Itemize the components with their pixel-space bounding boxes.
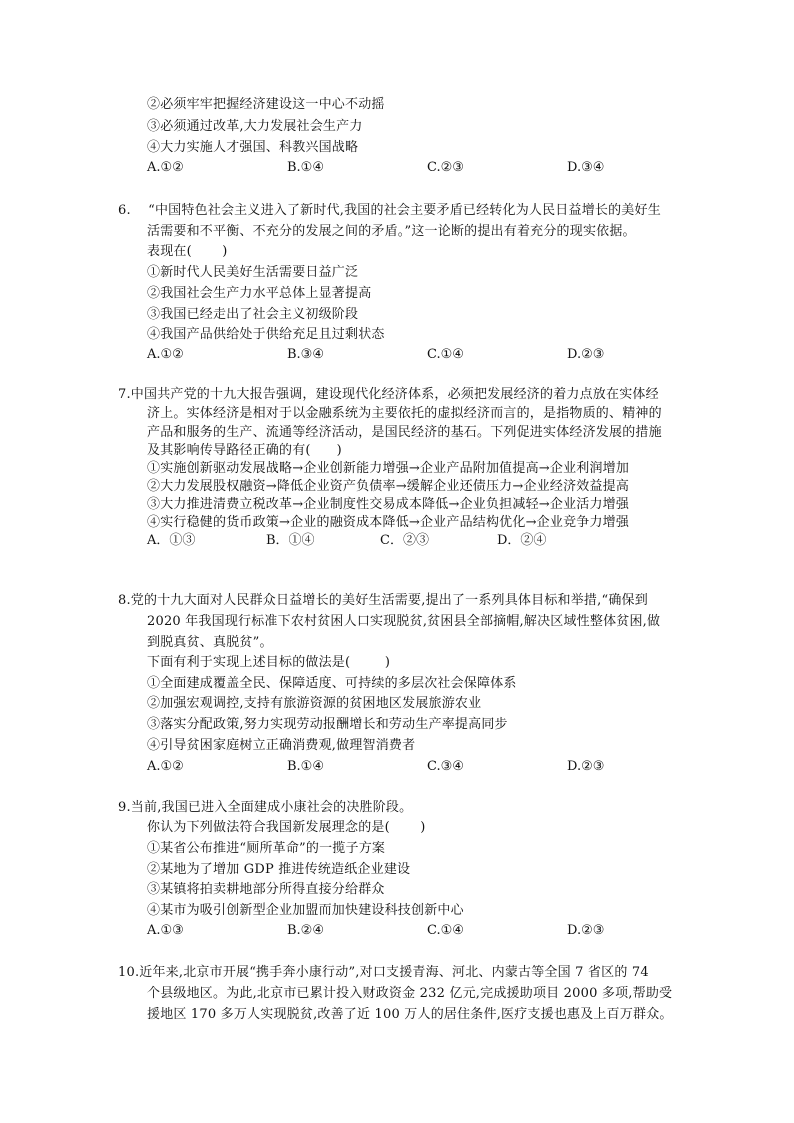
q8-statement-4: ④引导贫困家庭树立正确消费观,做理智消费者	[147, 738, 416, 753]
q6-statement-1: ①新时代人民美好生活需要日益广泛	[147, 265, 359, 280]
q10-stem-line-3: 援地区 170 多万人实现脱贫,改善了近 100 万人的居住条件,医疗支援也惠及上百万群众。	[147, 1007, 673, 1022]
q8-statement-3: ③落实分配政策,努力实现劳动报酬增长和劳动生产率提高同步	[147, 717, 508, 732]
q6-option-a: A.①②	[147, 347, 184, 362]
q8-option-d: D.②③	[567, 759, 605, 774]
q8-stem-line-1: 8.党的十九大面对人民群众日益增长的美好生活需要,提出了一系列具体目标和举措,“确保到	[118, 593, 648, 608]
q9-option-d: D.②③	[567, 923, 605, 938]
q7-stem-line-4: 及其影响传导路径正确的有( )	[147, 443, 342, 458]
q8-statement-1: ①全面建成覆盖全民、保障适度、可持续的多层次社会保障体系	[147, 676, 517, 691]
q7-statement-1: ①实施创新驱动发展战略→企业创新能力增强→企业产品附加值提高→企业利润增加	[147, 461, 630, 476]
q9-statement-2: ②某地为了增加 GDP 推进传统造纸企业建设	[147, 862, 411, 877]
q6-statement-3: ③我国已经走出了社会主义初级阶段	[147, 307, 359, 322]
q6-statement-4: ④我国产品供给处于供给充足且过剩状态	[147, 327, 385, 342]
q6-option-b: B.③④	[287, 347, 324, 362]
q9-stem-line-1: 9.当前,我国已进入全面建成小康社会的决胜阶段。	[118, 800, 413, 815]
q8-stem-line-2: 2020 年我国现行标准下农村贫困人口实现脱贫,贫困县全部摘帽,解决区域性整体贫困,做	[147, 614, 661, 629]
q5-statement-2: ②必须牢牢把握经济建设这一中心不动摇	[147, 97, 385, 112]
q7-stem-line-2: 济上。实体经济是相对于以金融系统为主要依托的虚拟经济而言的，是指物质的、精神的	[147, 406, 662, 421]
q7-statement-3: ③大力推进清费立税改革→企业制度性交易成本降低→企业负担减轻→企业活力增强	[147, 497, 630, 512]
q6-statement-2: ②我国社会生产力水平总体上显著提高	[147, 286, 372, 301]
q5-option-b: B.①④	[287, 160, 324, 175]
q7-stem-line-1: 7.中国共产党的十九大报告强调，建设现代化经济体系，必须把发展经济的着力点放在实体经	[118, 387, 659, 402]
q7-option-a: A．①③	[147, 533, 196, 548]
q5-statement-4: ④大力实施人才强国、科教兴国战略	[147, 140, 359, 155]
q10-stem-line-2: 个县级地区。为此,北京市已累计投入财政资金 232 亿元,完成援助项目 2000 多项,帮助受	[147, 986, 673, 1001]
q9-statement-4: ④某市为吸引创新型企业加盟而加快建设科技创新中心	[147, 903, 464, 918]
q6-stem-line-2: 活需要和不平衡、不充分的发展之间的矛盾。”这一论断的提出有着充分的现实依据。	[147, 224, 636, 239]
q8-stem-line-4: 下面有利于实现上述目标的做法是( )	[147, 655, 391, 670]
q5-option-a: A.①②	[147, 160, 184, 175]
q7-option-c: C．②③	[380, 533, 429, 548]
q9-option-a: A.①③	[147, 923, 184, 938]
q7-statement-4: ④实行稳健的货币政策→企业的融资成本降低→企业产品结构优化→企业竞争力增强	[147, 515, 630, 530]
q9-option-c: C.①④	[427, 923, 464, 938]
q8-option-c: C.③④	[427, 759, 464, 774]
q7-stem-line-3: 产品和服务的生产、流通等经济活动，是国民经济的基石。下列促进实体经济发展的措施	[147, 425, 662, 440]
q8-option-a: A.①②	[147, 759, 184, 774]
q6-stem-line-3: 表现在( )	[147, 244, 228, 259]
q8-statement-2: ②加强宏观调控,支持有旅游资源的贫困地区发展旅游农业	[147, 696, 482, 711]
q6-option-c: C.①④	[427, 347, 464, 362]
q9-option-b: B.②④	[287, 923, 324, 938]
q9-statement-3: ③某镇将拍卖耕地部分所得直接分给群众	[147, 882, 385, 897]
q5-option-d: D.③④	[567, 160, 605, 175]
q6-stem-line-1: 6. “中国特色社会主义进入了新时代,我国的社会主要矛盾已经转化为人民日益增长的美好生	[118, 203, 661, 218]
q8-option-b: B.①④	[287, 759, 324, 774]
q7-statement-2: ②大力发展股权融资→降低企业资产负债率→缓解企业还债压力→企业经济效益提高	[147, 479, 630, 494]
q7-option-b: B．①④	[266, 533, 315, 548]
q9-stem-line-2: 你认为下列做法符合我国新发展理念的是( )	[147, 820, 426, 835]
q5-statement-3: ③必须通过改革,大力发展社会生产力	[147, 119, 363, 134]
q5-option-c: C.②③	[427, 160, 464, 175]
q9-statement-1: ①某省公布推进“厕所革命”的一揽子方案	[147, 841, 386, 856]
q6-option-d: D.②③	[567, 347, 605, 362]
q7-option-d: D．②④	[497, 533, 547, 548]
q10-stem-line-1: 10.近年来,北京市开展“携手奔小康行动”,对口支援青海、河北、内蒙古等全国 7 省区的 74	[118, 965, 649, 980]
q8-stem-line-3: 到脱真贫、真脱贫”。	[147, 635, 273, 650]
